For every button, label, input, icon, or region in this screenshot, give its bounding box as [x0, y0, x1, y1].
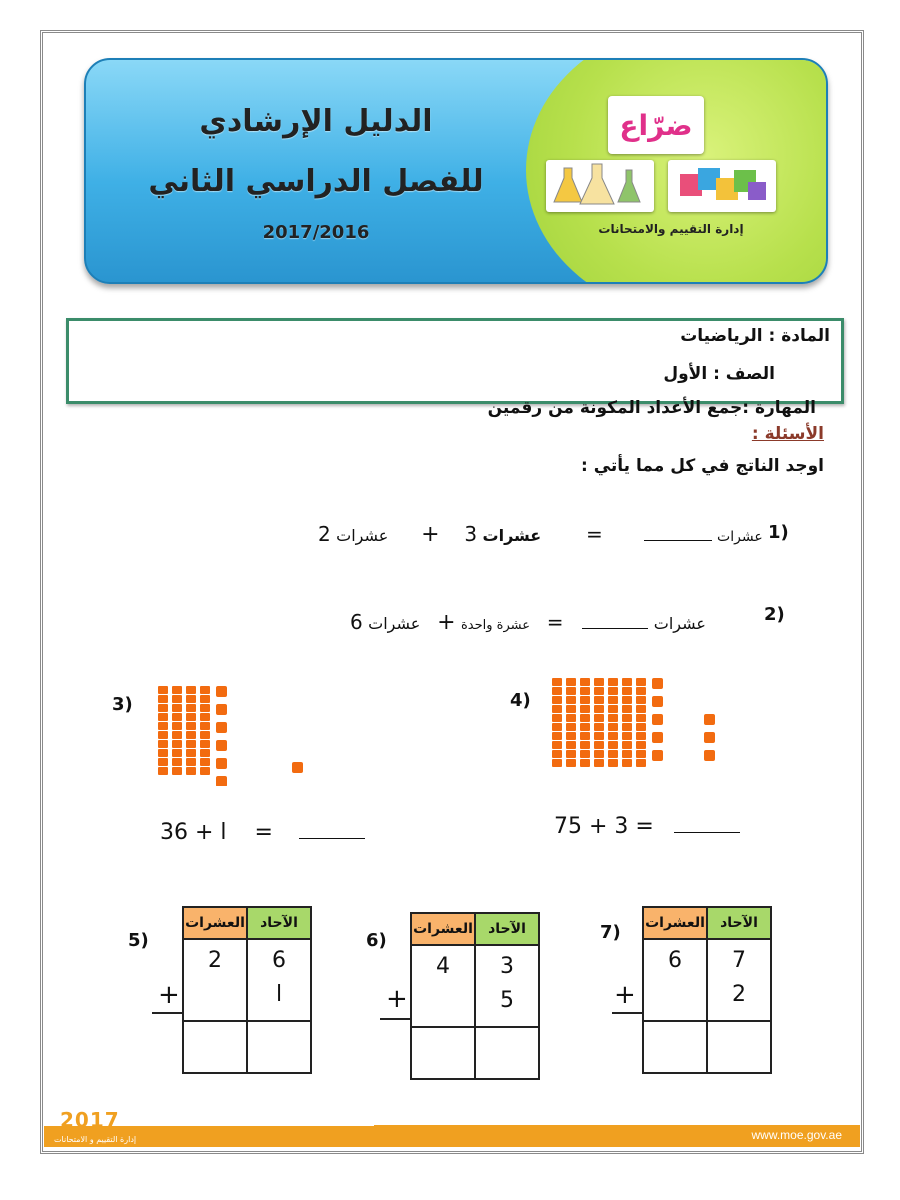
q4-base-ten-blocks: [552, 678, 762, 778]
tens-rod-cube: [594, 696, 604, 704]
place-value-table-5: [182, 906, 312, 1074]
place-value-table-6: [410, 912, 540, 1080]
tens-rod-cube: [594, 687, 604, 695]
tens-rod-cube: [200, 767, 210, 775]
tens-rod-cube: [580, 759, 590, 767]
ones-header: الآحاد: [707, 907, 771, 939]
extra-unit-cube: [292, 762, 303, 773]
unit-cube: [652, 750, 663, 761]
tens-rod-cube: [636, 750, 646, 758]
plus-sign: +: [386, 984, 408, 1014]
tens-rod-cube: [552, 705, 562, 713]
q1-a-unit: عشرات: [336, 526, 389, 545]
tens-rod-cube: [636, 714, 646, 722]
q6-number: 6): [366, 930, 387, 951]
tens-rod-cube: [200, 740, 210, 748]
tens-header: العشرات: [183, 907, 247, 939]
question-2: [350, 610, 706, 635]
tens-digit: 4: [411, 945, 475, 1027]
tens-digit: 6: [643, 939, 707, 1021]
plus-sign: +: [614, 980, 636, 1010]
tens-rod-cube: [622, 741, 632, 749]
tens-rod-cube: [172, 740, 182, 748]
q2-equals: =: [546, 610, 564, 634]
q3-number: 3): [112, 694, 133, 715]
question-4: [554, 814, 740, 839]
tens-rod-cube: [186, 758, 196, 766]
q3-equals: =: [254, 820, 273, 845]
ones-header: الآحاد: [475, 913, 539, 945]
tens-digit: 2: [183, 939, 247, 1021]
q5-number: 5): [128, 930, 149, 951]
tens-rod-cube: [186, 686, 196, 694]
q2-number: 2): [764, 604, 785, 625]
tens-rod-cube: [158, 695, 168, 703]
tens-rod-cube: [158, 731, 168, 739]
sum-line: [612, 1012, 644, 1014]
tens-rod-cube: [622, 759, 632, 767]
q3-base-ten-blocks: [158, 686, 328, 786]
tens-rod-cube: [608, 750, 618, 758]
tens-rod-cube: [158, 749, 168, 757]
tens-rod-cube: [580, 732, 590, 740]
q1-b-value: 3: [464, 522, 478, 546]
tens-rod-cube: [200, 758, 210, 766]
tens-rod-cube: [608, 696, 618, 704]
q1-answer-blank[interactable]: [644, 540, 712, 541]
questions-heading: الأسئلة :: [751, 424, 824, 444]
footer-website-link[interactable]: www.moe.gov.ae: [751, 1128, 842, 1142]
tens-rod-cube: [608, 687, 618, 695]
tens-rod-cube: [552, 750, 562, 758]
q2-b-text: عشرة واحدة: [460, 618, 530, 633]
tens-rod-cube: [566, 714, 576, 722]
brand-logo: [608, 96, 704, 154]
unit-cube: [652, 732, 663, 743]
tens-answer-cell[interactable]: [411, 1027, 475, 1079]
ones-digits: 7 2: [707, 939, 771, 1021]
extra-unit-cube: [704, 750, 715, 761]
ones-answer-cell[interactable]: [707, 1021, 771, 1073]
extra-unit-cube: [704, 732, 715, 743]
unit-cube: [216, 722, 227, 733]
tens-rod-cube: [186, 731, 196, 739]
q3-answer-blank[interactable]: [299, 838, 365, 839]
tens-rod-cube: [608, 705, 618, 713]
tens-rod-cube: [172, 686, 182, 694]
grade-label: الصف : الأول: [663, 364, 775, 384]
tens-rod-cube: [580, 714, 590, 722]
tens-rod-cube: [186, 749, 196, 757]
header-banner: [84, 58, 828, 284]
tens-rod-cube: [594, 723, 604, 731]
tens-rod-cube: [622, 678, 632, 686]
unit-cube: [216, 758, 227, 769]
footer-bar: [44, 1125, 860, 1147]
q7-number: 7): [600, 922, 621, 943]
tens-rod-cube: [158, 758, 168, 766]
tens-rod-cube: [608, 759, 618, 767]
tens-rod-cube: [552, 723, 562, 731]
unit-cube: [216, 776, 227, 786]
tens-header: العشرات: [643, 907, 707, 939]
ones-digits: 3 5: [475, 945, 539, 1027]
tens-rod-cube: [552, 696, 562, 704]
q4-expression: 75 + 3 =: [554, 814, 654, 839]
banner-subtitle: للفصل الدراسي الثاني: [148, 164, 484, 199]
q2-a-unit: عشرات: [368, 614, 421, 633]
tens-rod-cube: [636, 687, 646, 695]
tens-rod-cube: [608, 678, 618, 686]
tens-rod-cube: [622, 723, 632, 731]
tens-rod-cube: [566, 687, 576, 695]
tens-rod-cube: [580, 723, 590, 731]
place-value-table-7: [642, 906, 772, 1074]
tens-rod-cube: [158, 686, 168, 694]
ones-header: الآحاد: [247, 907, 311, 939]
tens-rod-cube: [636, 732, 646, 740]
tens-rod-cube: [158, 713, 168, 721]
plus-sign: +: [158, 980, 180, 1010]
tens-rod-cube: [172, 704, 182, 712]
question-1: [318, 522, 763, 547]
extra-unit-cube: [704, 714, 715, 725]
tens-rod-cube: [186, 740, 196, 748]
skill-label: المهارة :جمع الأعداد المكونة من رقمين: [487, 398, 816, 418]
tens-rod-cube: [566, 732, 576, 740]
tens-rod-cube: [594, 705, 604, 713]
q2-result-unit: عشرات: [653, 614, 706, 633]
tens-rod-cube: [566, 750, 576, 758]
q1-equals: =: [586, 522, 603, 546]
tens-rod-cube: [552, 759, 562, 767]
footer-year: 2017: [60, 1108, 120, 1132]
tens-rod-cube: [158, 722, 168, 730]
tens-rod-cube: [608, 741, 618, 749]
tens-rod-cube: [580, 687, 590, 695]
tens-rod-cube: [172, 758, 182, 766]
tens-rod-cube: [566, 759, 576, 767]
lab-flasks-icon: [546, 160, 654, 212]
tens-rod-cube: [186, 704, 196, 712]
q1-b-unit: عشرات: [482, 526, 542, 545]
subject-label: المادة : الرياضيات: [680, 326, 830, 346]
ones-answer-cell[interactable]: [475, 1027, 539, 1079]
tens-rod-cube: [552, 687, 562, 695]
q1-number: 1): [768, 522, 789, 543]
q1-a-value: 2: [318, 522, 331, 546]
tens-rod-cube: [608, 723, 618, 731]
tens-header: العشرات: [411, 913, 475, 945]
q4-answer-blank[interactable]: [674, 832, 740, 833]
tens-rod-cube: [552, 741, 562, 749]
footer-department: إدارة التقييم و الامتحانات: [54, 1135, 137, 1144]
tens-rod-cube: [186, 695, 196, 703]
tens-rod-cube: [200, 686, 210, 694]
tens-rod-cube: [636, 696, 646, 704]
tens-rod-cube: [566, 678, 576, 686]
tens-rod-cube: [186, 767, 196, 775]
tens-rod-cube: [636, 741, 646, 749]
tens-rod-cube: [172, 731, 182, 739]
tens-rod-cube: [594, 741, 604, 749]
tens-rod-cube: [594, 750, 604, 758]
q2-a-value: 6: [350, 610, 363, 634]
q1-result-unit: عشرات: [717, 529, 763, 545]
tens-rod-cube: [622, 687, 632, 695]
tens-rod-cube: [158, 767, 168, 775]
tens-rod-cube: [622, 705, 632, 713]
tens-rod-cube: [622, 750, 632, 758]
tens-rod-cube: [636, 759, 646, 767]
unit-cube: [216, 704, 227, 715]
unit-cube: [652, 678, 663, 689]
number-cubes-icon: [668, 160, 776, 212]
tens-rod-cube: [552, 732, 562, 740]
unit-cube: [652, 714, 663, 725]
tens-rod-cube: [200, 713, 210, 721]
unit-cube: [216, 740, 227, 751]
brand-logo-text: ضرّاع: [619, 108, 693, 142]
ones-answer-cell[interactable]: [247, 1021, 311, 1073]
question-3: [160, 820, 365, 845]
tens-rod-cube: [580, 678, 590, 686]
tens-rod-cube: [200, 722, 210, 730]
tens-rod-cube: [158, 740, 168, 748]
sum-line: [380, 1018, 412, 1020]
tens-rod-cube: [172, 713, 182, 721]
tens-rod-cube: [566, 723, 576, 731]
tens-rod-cube: [594, 714, 604, 722]
q2-answer-blank[interactable]: [582, 628, 648, 629]
tens-rod-cube: [608, 714, 618, 722]
q2-plus: +: [437, 610, 456, 635]
tens-rod-cube: [622, 714, 632, 722]
tens-rod-cube: [580, 705, 590, 713]
tens-rod-cube: [172, 749, 182, 757]
tens-rod-cube: [594, 732, 604, 740]
tens-rod-cube: [552, 678, 562, 686]
tens-rod-cube: [186, 713, 196, 721]
instruction-text: اوجد الناتج في كل مما يأتي :: [581, 456, 824, 476]
tens-rod-cube: [566, 696, 576, 704]
tens-rod-cube: [594, 759, 604, 767]
tens-rod-cube: [200, 731, 210, 739]
tens-rod-cube: [580, 750, 590, 758]
tens-rod-cube: [158, 704, 168, 712]
unit-cube: [652, 696, 663, 707]
sum-line: [152, 1012, 184, 1014]
tens-rod-cube: [172, 695, 182, 703]
tens-rod-cube: [186, 722, 196, 730]
q4-number: 4): [510, 690, 531, 711]
tens-rod-cube: [622, 696, 632, 704]
tens-rod-cube: [580, 696, 590, 704]
q3-expression: 36 + l: [160, 820, 227, 845]
tens-rod-cube: [636, 678, 646, 686]
tens-answer-cell[interactable]: [643, 1021, 707, 1073]
tens-rod-cube: [172, 722, 182, 730]
tens-rod-cube: [200, 749, 210, 757]
tens-rod-cube: [608, 732, 618, 740]
tens-rod-cube: [552, 714, 562, 722]
tens-rod-cube: [636, 723, 646, 731]
tens-rod-cube: [636, 705, 646, 713]
tens-rod-cube: [200, 695, 210, 703]
department-name: إدارة التقييم والامتحانات: [598, 222, 744, 236]
q1-plus: +: [421, 522, 440, 547]
tens-rod-cube: [566, 741, 576, 749]
tens-rod-cube: [580, 741, 590, 749]
banner-title: الدليل الإرشادي: [199, 104, 433, 139]
banner-year: 2017/2016: [262, 222, 370, 243]
ones-digits: 6 l: [247, 939, 311, 1021]
tens-rod-cube: [622, 732, 632, 740]
tens-rod-cube: [566, 705, 576, 713]
tens-answer-cell[interactable]: [183, 1021, 247, 1073]
tens-rod-cube: [172, 767, 182, 775]
unit-cube: [216, 686, 227, 697]
tens-rod-cube: [594, 678, 604, 686]
tens-rod-cube: [200, 704, 210, 712]
